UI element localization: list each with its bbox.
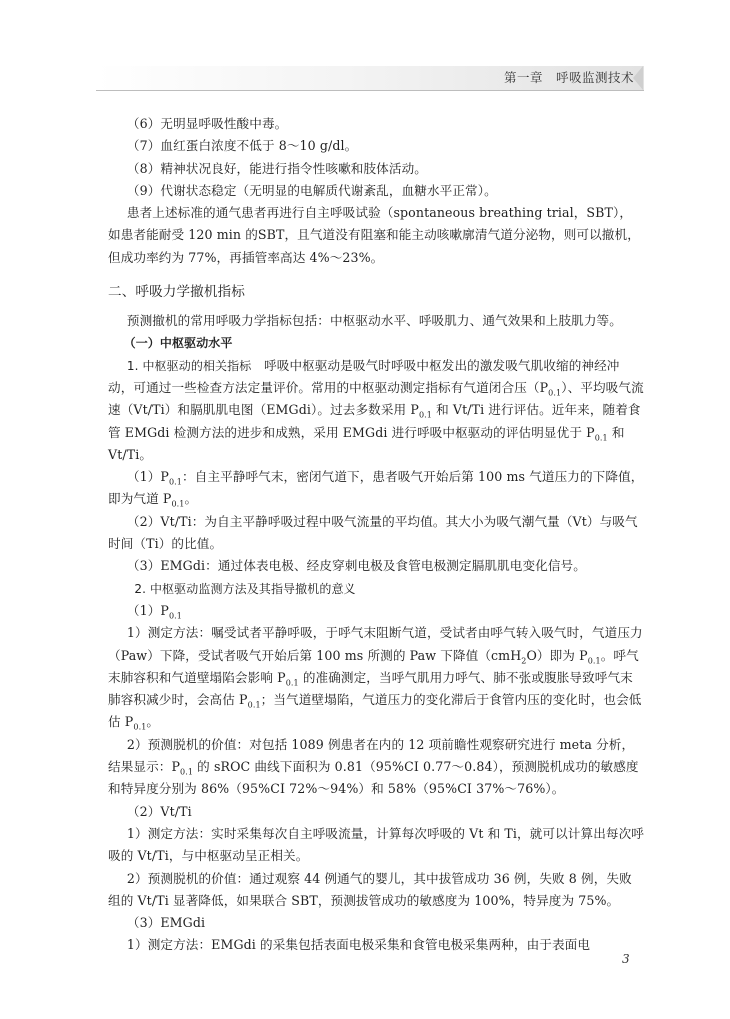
subscript-p01: 0.1 [171,499,185,509]
item-1-text-4: 和 Vt/Ti。 [108,424,625,462]
subscript-p01: 0.1 [168,611,182,621]
sbt-paragraph: 患者上述标准的通气患者再进行自主呼吸试验（spontaneous breathing trial，SBT），如患者能耐受 120 min 的SBT，且气道没有阻塞和能主动咳嗽廓清气道分泌物，则可以撤机，但成功率约为 77%，再插管率高达 4%～23%。 [108,205,640,265]
p01-method-text-4: 的准确测定，当呼气肌用力呼气、肺不张或腹胀导致呼气末肺容积减少时，会高估 P [108,669,633,708]
p01-method [108,622,644,733]
p01-value-text-1: 2）预测脱机的价值：对包括 1089 例患者在内的 12 项前瞻性观察研究进行 meta 分析，结果显示：P [108,736,635,775]
subscript-p01: 0.1 [168,477,182,487]
emgdi-method: 1）测定方法：EMGdi 的采集包括表面电极采集和食管电极采集两种，由于表面电 [126,937,591,953]
subscript-p01: 0.1 [180,767,194,777]
criterion-9: （9）代谢状态稳定（无明显的电解质代谢紊乱，血糖水平正常）。 [126,182,497,198]
p01-value-text-2: 的 sROC 曲线下面积为 0.81（95%CI 0.77～0.84），预测脱机成功的敏感度和特异度分别为 86%（95%CI 72%～94%）和 58%（95%CI 37%～76%）。 [108,759,639,797]
emgdi-label: （3）EMGdi [126,915,206,931]
definition-p01 [108,466,644,511]
page-content [108,113,644,957]
item-1-text-3: 和 Vt/Ti 进行评估。近年来，随着食管 EMGdi 检测方法的进步和成熟，采用 EMGdi 进行呼吸中枢驱动的评估明显优于 P [108,402,641,440]
vtti-value: 2）预测脱机的价值：通过观察 44 例通气的婴儿，其中拔管成功 36 例，失败 8 例，失败组的 Vt/Ti 显著降低，如果联合 SBT，预测拔管成功的敏感度为 100%，特异度为 75%。 [108,870,632,908]
header-tab-marker [633,66,643,90]
subscript-2: 2 [521,656,527,666]
vtti-method: 1）测定方法：实时采集每次自主呼吸流量，计算每次呼吸的 Vt 和 Ti，就可以计算出每次呼吸的 Vt/Ti，与中枢驱动呈正相关。 [108,825,644,864]
subscript-p01: 0.1 [587,656,601,666]
criterion-6: （6）无明显呼吸性酸中毒。 [126,116,288,131]
subscript-p01: 0.1 [133,722,147,732]
definition-vtti: （2）Vt/Ti：为自主平静呼吸过程中吸气流量的平均值。其大小为吸气潮气量（Vt）与吸气时间（Ti）的比值。 [108,513,638,552]
p01-method-text-6: 。 [146,714,160,730]
definition-p01-text-3: 。 [184,491,198,507]
p01-method-text-2: O）即为 P [526,647,588,663]
subscript-p01: 0.1 [418,410,432,420]
item-1-text-2: ）、平均吸气流速（Vt/Ti）和膈肌肌电图（EMGdi）。过去多数采用 P [108,379,644,418]
p01-method-text-3: 。呼气末肺容积和气道壁塌陷会影响 P [108,647,639,685]
header-rule [96,90,644,91]
subscript-p01: 0.1 [285,678,299,688]
criterion-8: （8）精神状况良好，能进行指令性咳嗽和肢体活动。 [126,160,427,176]
p01-method-text-5: ；当气道壁塌陷，气道压力的变化滞后于食管内压的变化时，也会低估 P [108,692,642,730]
item-1-text-1: 呼吸中枢驱动是吸气时呼吸中枢发出的激发吸气肌收缩的神经冲动，可通过一些检查方法定量评价。常用的中枢驱动测定指标有气道闭合压（P [108,357,620,395]
subscript-p01: 0.1 [548,388,562,398]
definition-p01-text-2: ：自主平静呼气末，密闭气道下，患者吸气开始后第 100 ms 气道压力的下降值，即为气道 P [108,469,644,507]
page-number: 3 [622,952,630,966]
section-2-intro: 预测撤机的常用呼吸力学指标包括：中枢驱动水平、呼吸肌力、通气效果和上肢肌力等。 [126,313,622,329]
vtti-label: （2）Vt/Ti [126,803,192,819]
subscript-p01: 0.1 [594,433,608,443]
item-1-paragraph [108,355,644,466]
criterion-7: （7）血红蛋白浓度不低于 8～10 g/dl。 [126,138,358,154]
section-2-title: 二、呼吸力学撤机指标 [108,284,245,301]
p01-label-text: （1）P [126,602,169,618]
p01-method-text-1: 1）测定方法：嘱受试者平静呼吸，于呼气末阻断气道，受试者由呼气转入吸气时，气道压力（Paw）下降，受试者吸气开始后第 100 ms 所测的 Paw 下降值（cmH [108,625,643,663]
definition-emgdi: （3）EMGdi：通过体表电极、经皮穿刺电极及食管电极测定膈肌肌电变化信号。 [126,558,586,574]
subscript-p01: 0.1 [247,700,261,710]
item-1-heading: 1. 中枢驱动的相关指标 [126,358,252,373]
subsection-1-title: （一）中枢驱动水平 [123,336,233,351]
running-header-chapter-title: 第一章 呼吸监测技术 [503,70,634,85]
definition-p01-text-1: （1）P [126,469,169,485]
item-2-heading: 2. 中枢驱动监测方法及其指导撤机的意义 [134,581,356,596]
p01-label [108,600,644,622]
p01-value [108,734,644,801]
